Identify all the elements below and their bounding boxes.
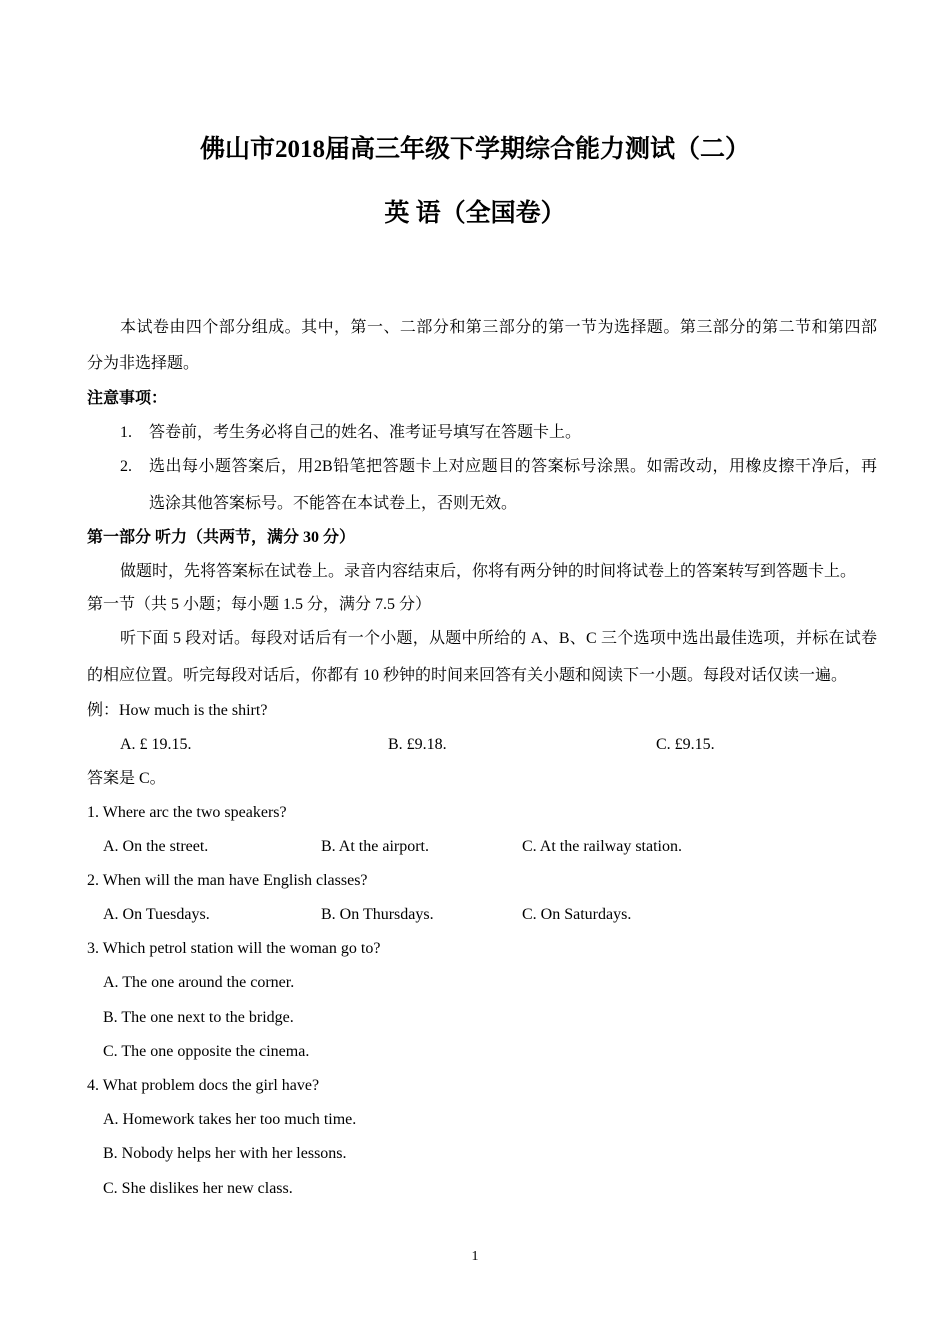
- question-4-option-b: B. Nobody helps her with her lessons.: [103, 1145, 347, 1162]
- page-subtitle: 英 语（全国卷）: [384, 200, 566, 227]
- example-question: 例：How much is the shirt?: [87, 702, 268, 719]
- question-4: 4. What problem docs the girl have?: [87, 1077, 320, 1094]
- page-title: 佛山市2018届高三年级下学期综合能力测试（二）: [199, 136, 750, 163]
- question-3: 3. Which petrol station will the woman go to?: [87, 940, 381, 957]
- notes-item-text: 选出每小题答案后，用2B铅笔把答题卡上对应题目的答案标号涂黑。如需改动，用橡皮擦干净后，再: [149, 458, 877, 475]
- question-1-option-a: A. On the street.: [103, 838, 209, 855]
- question-1-option-c: C. At the railway station.: [522, 838, 682, 855]
- part1-instruction: 做题时，先将答案标在试卷上。录音内容结束后，你将有两分钟的时间将试卷上的答案转写到答题卡上。: [120, 563, 857, 580]
- example-option-c: C. £9.15.: [656, 736, 715, 753]
- question-2-option-c: C. On Saturdays.: [522, 906, 632, 923]
- page-number: 1: [471, 1249, 479, 1264]
- question-2-option-b: B. On Thursdays.: [321, 906, 434, 923]
- section1-instruction-line-2: 的相应位置。听完每段对话后，你都有 10 秒钟的时间来回答有关小题和阅读下一小题。每段对话仅读一遍。: [87, 667, 848, 684]
- question-2-option-a: A. On Tuesdays.: [103, 906, 210, 923]
- notes-item-text: 答卷前，考生务必将自己的姓名、准考证号填写在答题卡上。: [149, 424, 582, 441]
- question-3-option-b: B. The one next to the bridge.: [103, 1009, 294, 1026]
- section1-instruction-line-1: 听下面 5 段对话。每段对话后有一个小题，从题中所给的 A、B、C 三个选项中选出最佳选项，并标在试卷: [120, 630, 877, 647]
- intro-line-1: 本试卷由四个部分组成。其中，第一、二部分和第三部分的第一节为选择题。第三部分的第二节和第四部: [120, 319, 877, 336]
- notes-item-number: 1.: [120, 424, 132, 441]
- example-answer: 答案是 C。: [87, 770, 166, 787]
- part1-heading: 第一部分 听力（共两节，满分 30 分）: [87, 529, 356, 546]
- question-2: 2. When will the man have English classes?: [87, 872, 368, 889]
- question-1-option-b: B. At the airport.: [321, 838, 429, 855]
- intro-line-2: 分为非选择题。: [87, 355, 200, 372]
- question-3-option-a: A. The one around the corner.: [103, 974, 295, 991]
- section1-heading: 第一节（共 5 小题；每小题 1.5 分，满分 7.5 分）: [87, 596, 432, 613]
- notes-heading: 注意事项：: [87, 390, 168, 407]
- notes-item-continuation: 选涂其他答案标号。不能答在本试卷上，否则无效。: [149, 495, 518, 512]
- question-3-option-c: C. The one opposite the cinema.: [103, 1043, 310, 1060]
- example-option-a: A. £ 19.15.: [120, 736, 192, 753]
- example-option-b: B. £9.18.: [388, 736, 447, 753]
- question-4-option-c: C. She dislikes her new class.: [103, 1180, 293, 1197]
- question-4-option-a: A. Homework takes her too much time.: [103, 1111, 357, 1128]
- notes-item-number: 2.: [120, 458, 132, 475]
- question-1: 1. Where arc the two speakers?: [87, 804, 287, 821]
